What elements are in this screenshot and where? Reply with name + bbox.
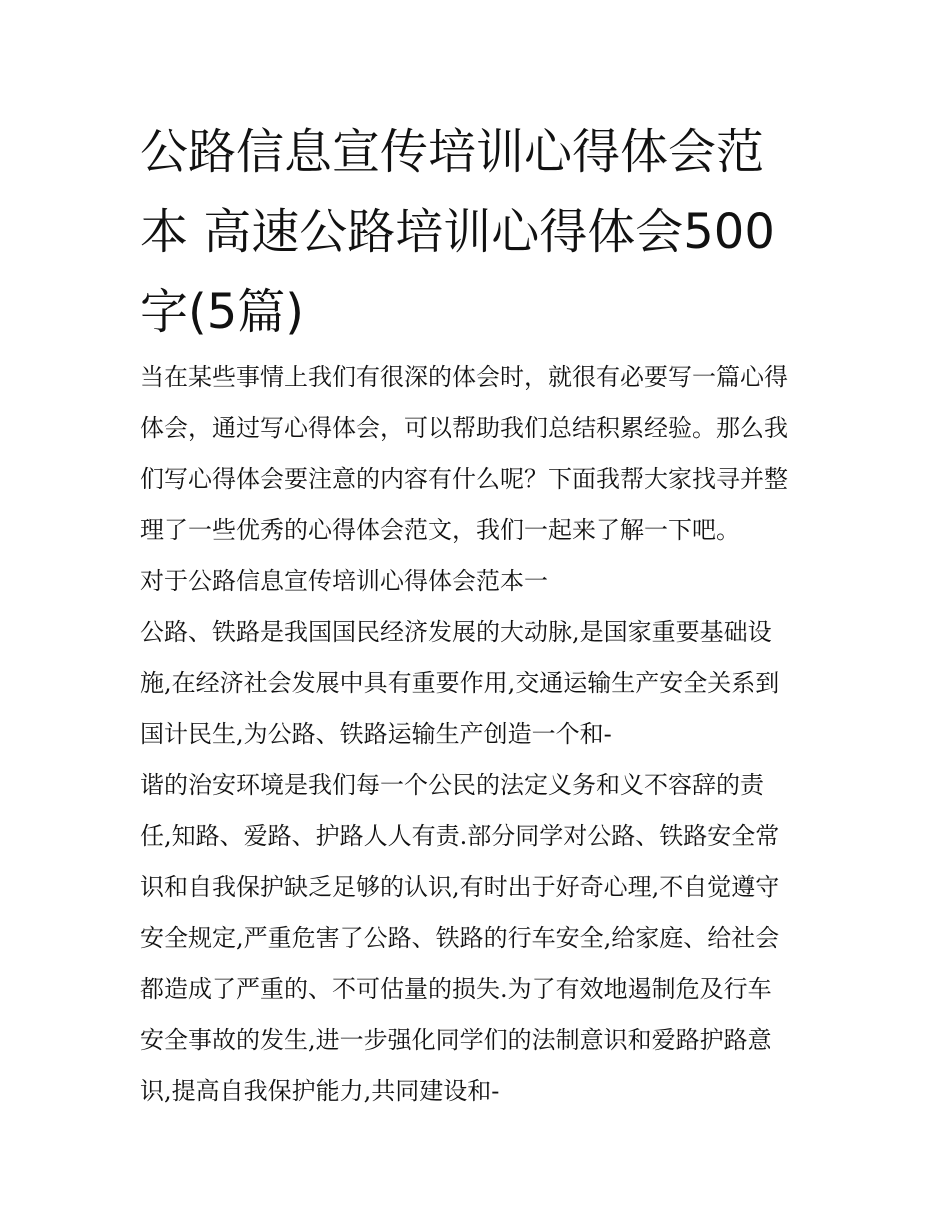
body-line: 识,提高自我保护能力,共同建设和- [140,1077,500,1105]
body-line: 们写心得体会要注意的内容有什么呢？下面我帮大家找寻并整 [140,465,788,493]
body-line: 公路、铁路是我国国民经济发展的大动脉,是国家重要基础设 [140,618,772,646]
body-line: 都造成了严重的、不可估量的损失.为了有效地遏制危及行车 [140,975,772,1003]
body-line: 谐的治安环境是我们每一个公民的法定义务和义不容辞的责 [140,771,764,799]
body-line: 施,在经济社会发展中具有重要作用,交通运输生产安全关系到 [140,669,780,697]
title-line: 本 高速公路培训心得体会500 [140,204,775,260]
body-line: 体会，通过写心得体会，可以帮助我们总结积累经验。那么我 [140,414,788,442]
body-line: 当在某些事情上我们有很深的体会时，就很有必要写一篇心得 [140,363,788,391]
section-heading: 对于公路信息宣传培训心得体会范本一 [140,567,548,595]
document-title [140,112,810,352]
document-body [140,352,820,1117]
title-line: 公路信息宣传培训心得体会范 [140,124,765,180]
body-line: 国计民生,为公路、铁路运输生产创造一个和- [140,720,612,748]
title-line: 字(5篇) [140,284,304,340]
body-line: 安全事故的发生,进一步强化同学们的法制意识和爱路护路意 [140,1026,772,1054]
body-line: 理了一些优秀的心得体会范文，我们一起来了解一下吧。 [140,516,740,544]
body-line: 识和自我保护缺乏足够的认识,有时出于好奇心理,不自觉遵守 [140,873,780,901]
body-line: 任,知路、爱路、护路人人有责.部分同学对公路、铁路安全常 [140,822,780,850]
body-line: 安全规定,严重危害了公路、铁路的行车安全,给家庭、给社会 [140,924,780,952]
